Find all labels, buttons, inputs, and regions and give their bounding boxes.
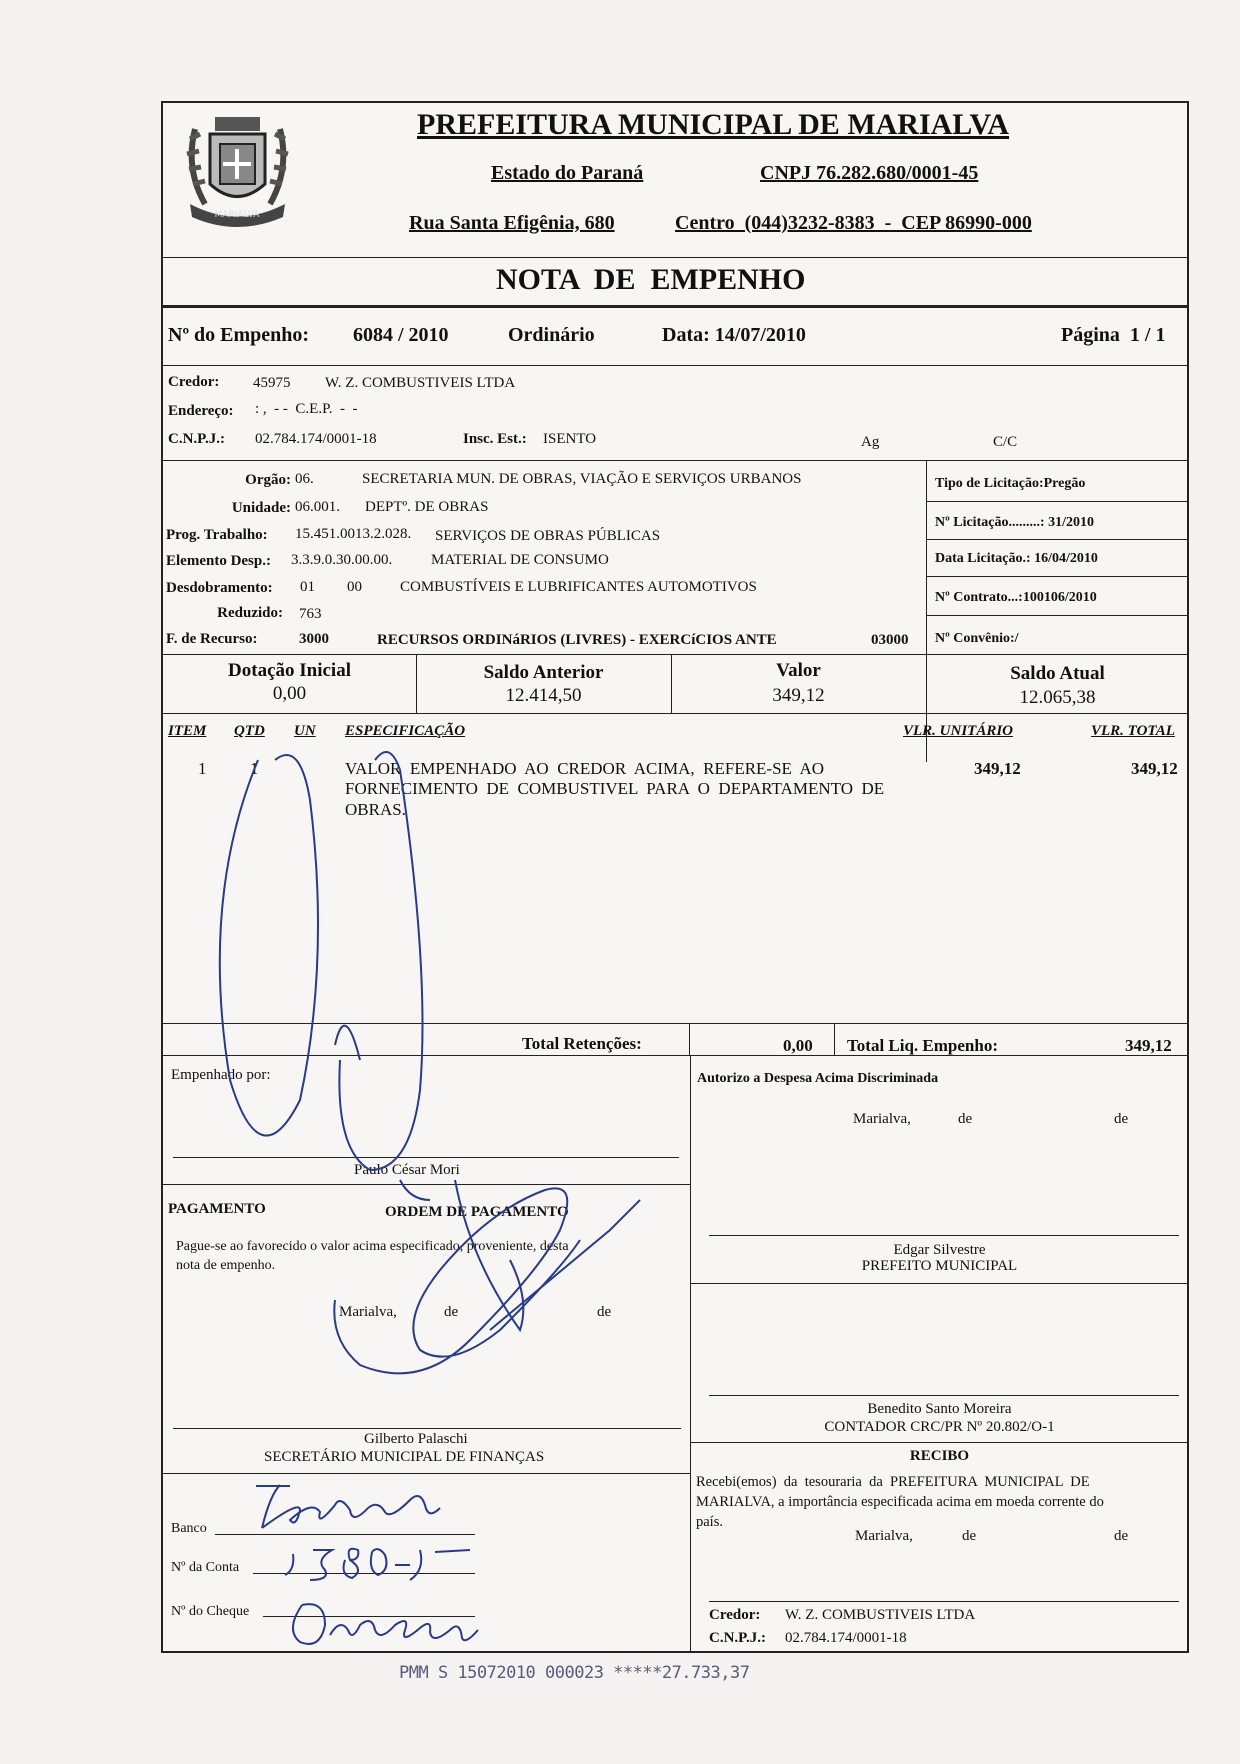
total-retencoes-value: 0,00 [783, 1036, 813, 1055]
empenho-number-label: Nº do Empenho: [168, 324, 310, 346]
numero-licitacao: Nº Licitação.........: 31/2010 [935, 515, 1094, 530]
col-qtd: QTD [234, 723, 265, 739]
pagamento-de1: de [444, 1304, 459, 1320]
col-vlr-unitario: VLR. UNITÁRIO [903, 723, 1014, 739]
autorizo-label: Autorizo a Despesa Acima Discriminada [697, 1071, 939, 1086]
recibo-text3: país. [696, 1514, 723, 1530]
recibo-text1: Recebi(emos) da tesouraria da PREFEITURA MUNICIPAL DE [696, 1474, 1090, 1490]
contact-label: Centro (044)3232-8383 - CEP 86990-000 [675, 212, 1032, 234]
total-retencoes-label: Total Retenções: [522, 1034, 642, 1053]
dotacao-inicial-value: 0,00 [272, 683, 307, 704]
saldo-atual-label: Saldo Atual [1010, 663, 1105, 684]
numero-convenio: Nº Convênio:/ [935, 631, 1019, 646]
saldo-anterior-value: 12.414,50 [505, 685, 582, 706]
saldo-atual-value: 12.065,38 [1019, 687, 1096, 708]
insc-est-value: ISENTO [543, 431, 597, 447]
prog-trabalho-code: 15.451.0013.2.028. [295, 526, 412, 542]
conta-corrente-label: C/C [993, 434, 1018, 450]
pagamento-text1: Pague-se ao favorecido o valor acima especificado, proveniente, desta [176, 1239, 569, 1254]
orgao-label: Orgão: [245, 472, 291, 488]
data-licitacao: Data Licitação.: 16/04/2010 [935, 551, 1098, 566]
state-label: Estado do Paraná [491, 162, 644, 184]
orgao-code: 06. [295, 471, 314, 487]
total-liq-label: Total Liq. Empenho: [847, 1036, 998, 1055]
numero-contrato: Nº Contrato...:100106/2010 [935, 590, 1097, 605]
desdobramento-code2: 00 [347, 579, 362, 595]
item-desc-line1: VALOR EMPENHADO AO CREDOR ACIMA, REFERE-SE AO [345, 759, 825, 778]
cnpj-credor-label: C.N.P.J.: [168, 431, 225, 447]
unidade-desc: DEPTº. DE OBRAS [365, 499, 489, 515]
reduzido-label: Reduzido: [217, 605, 283, 621]
unidade-code: 06.001. [295, 499, 340, 515]
desdobramento-label: Desdobramento: [166, 580, 273, 596]
desdobramento-code1: 01 [300, 579, 315, 595]
recibo-de1: de [962, 1528, 977, 1544]
recibo-place: Marialva, [855, 1528, 913, 1544]
prog-trabalho-label: Prog. Trabalho: [166, 527, 268, 543]
recibo-credor-value: W. Z. COMBUSTIVEIS LTDA [785, 1607, 976, 1623]
item-desc-line3: OBRAS. [345, 800, 406, 819]
recibo-title: RECIBO [909, 1448, 970, 1464]
numero-cheque-label: Nº do Cheque [171, 1604, 250, 1619]
numero-conta-label: Nº da Conta [171, 1560, 240, 1575]
recurso-code2: 03000 [871, 632, 909, 648]
secretario-name: Gilberto Palaschi [364, 1431, 468, 1447]
pagamento-text2: nota de empenho. [176, 1258, 276, 1273]
col-vlr-total: VLR. TOTAL [1091, 723, 1175, 739]
recurso-code: 3000 [299, 631, 329, 647]
prog-trabalho-desc: SERVIÇOS DE OBRAS PÚBLICAS [435, 528, 661, 544]
address-label: Rua Santa Efigênia, 680 [409, 212, 615, 234]
valor-label: Valor [776, 660, 821, 681]
col-un: UN [294, 723, 316, 739]
prefeito-title: PREFEITO MUNICIPAL [861, 1258, 1018, 1274]
item-desc-line2: FORNECIMENTO DE COMBUSTIVEL PARA O DEPARTAMENTO DE [345, 779, 885, 798]
credor-code: 45975 [253, 375, 291, 391]
recibo-credor-label: Credor: [709, 1607, 761, 1623]
endereco-label: Endereço: [168, 403, 234, 419]
total-liq-value: 349,12 [1125, 1036, 1172, 1055]
mechanical-stamp: PMM S 15072010 000023 *****27.733,37 [399, 1663, 750, 1683]
autorizo-de2: de [1114, 1111, 1129, 1127]
pagamento-label: PAGAMENTO [168, 1201, 266, 1217]
recurso-label: F. de Recurso: [166, 631, 258, 647]
autorizo-place: Marialva, [853, 1111, 911, 1127]
secretario-title: SECRETÁRIO MUNICIPAL DE FINANÇAS [264, 1449, 545, 1465]
svg-text:MARIALVA: MARIALVA [214, 210, 260, 220]
banco-label: Banco [171, 1521, 207, 1536]
orgao-desc: SECRETARIA MUN. DE OBRAS, VIAÇÃO E SERVIÇOS URBANOS [362, 471, 802, 487]
item-qtd: 1 [250, 759, 259, 778]
col-especificacao: ESPECIFICAÇÃO [345, 723, 466, 739]
item-unit-value: 349,12 [974, 759, 1021, 778]
item-total-value: 349,12 [1131, 759, 1178, 778]
desdobramento-desc: COMBUSTÍVEIS E LUBRIFICANTES AUTOMOTIVOS [400, 579, 757, 595]
recurso-desc: RECURSOS ORDINáRIOS (LIVRES) - EXERCíCIOS ANTE [377, 632, 777, 648]
pagamento-de2: de [597, 1304, 612, 1320]
empenhado-por-label: Empenhado por: [171, 1067, 271, 1083]
document-title: NOTA DE EMPENHO [496, 263, 806, 296]
credor-label: Credor: [168, 374, 220, 390]
recibo-de2: de [1114, 1528, 1129, 1544]
valor-value: 349,12 [772, 685, 825, 706]
saldo-anterior-label: Saldo Anterior [483, 662, 604, 683]
page-indicator: Página 1 / 1 [1061, 324, 1166, 346]
recibo-cnpj-value: 02.784.174/0001-18 [785, 1630, 907, 1646]
tipo-licitacao: Tipo de Licitação:Pregão [935, 476, 1086, 491]
empenho-date: Data: 14/07/2010 [662, 324, 806, 346]
pagamento-place: Marialva, [339, 1304, 397, 1320]
cnpj-credor-value: 02.784.174/0001-18 [255, 431, 377, 447]
autorizo-de1: de [958, 1111, 973, 1127]
contador-title: CONTADOR CRC/PR Nº 20.802/O-1 [824, 1419, 1055, 1435]
insc-est-label: Insc. Est.: [463, 431, 527, 447]
elemento-code: 3.3.9.0.30.00.00. [291, 552, 393, 568]
item-number: 1 [198, 759, 207, 778]
recibo-cnpj-label: C.N.P.J.: [709, 1630, 766, 1646]
prefeito-name: Edgar Silvestre [893, 1242, 986, 1258]
ordem-pagamento-label: ORDEM DE PAGAMENTO [385, 1204, 569, 1220]
recibo-text2: MARIALVA, a importância especificada acima em moeda corrente do [696, 1494, 1104, 1510]
unidade-label: Unidade: [231, 500, 291, 516]
cnpj-label: CNPJ 76.282.680/0001-45 [760, 162, 979, 184]
empenho-number: 6084 / 2010 [353, 324, 449, 346]
agencia-label: Ag [861, 434, 880, 450]
credor-name: W. Z. COMBUSTIVEIS LTDA [325, 375, 516, 391]
reduzido-code: 763 [299, 606, 322, 622]
endereco-value: : , - - C.E.P. - - [255, 401, 358, 417]
elemento-desc: MATERIAL DE CONSUMO [431, 552, 609, 568]
contador-name: Benedito Santo Moreira [867, 1401, 1012, 1417]
dotacao-inicial-label: Dotação Inicial [228, 660, 351, 681]
empenho-type: Ordinário [508, 324, 595, 346]
empenhado-por-name: Paulo César Mori [354, 1162, 460, 1178]
elemento-label: Elemento Desp.: [166, 553, 271, 569]
municipality-title: PREFEITURA MUNICIPAL DE MARIALVA [417, 108, 1010, 141]
col-item: ITEM [168, 723, 207, 739]
